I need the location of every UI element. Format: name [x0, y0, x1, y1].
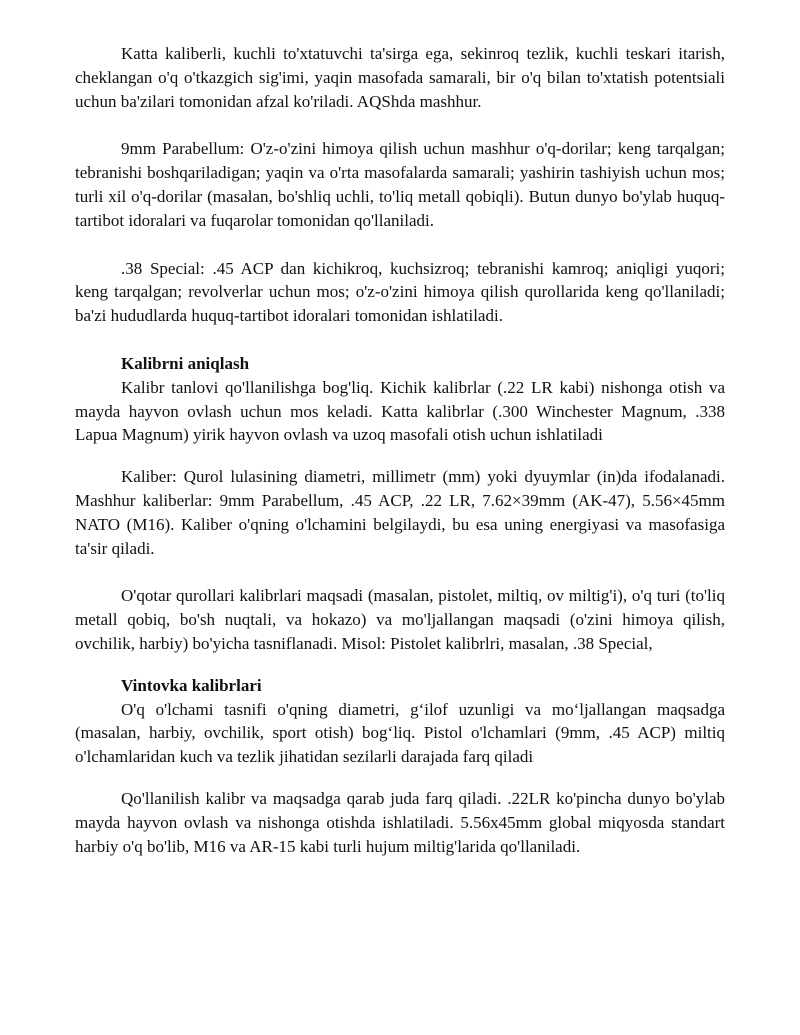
- heading-kalibrni-aniqlash: Kalibrni aniqlash: [121, 353, 250, 373]
- paragraph-kalibr-tanlovi: Kalibr tanlovi qo'llanilishga bog'liq. Kichik kalibrlar (.22 LR kabi) nishonga otish va mayda hayvon ovlash uchun mos keladi. Katta kalibrlar (.300 Winchester Magnum, .338 Lapua Magnum) yirik hayvon ovlash va uzoq masofali otish uchun ishlatiladi: [75, 377, 725, 445]
- paragraph-9mm-parabellum: 9mm Parabellum: O'z-o'zini himoya qilish uchun mashhur o'q-dorilar; keng tarqalgan; tebranishi boshqariladigan; yaqin va o'rta masofalarda samarali; yashirin tashiyish uchun mos; turli xil o'q-dorilar (masalan, bo'shliq uchli, to'liq metall qobiqli). Butun dunyo bo'ylab huquq-tartibot idoralari va fuqarolar tomonidan qo'llaniladi.: [75, 139, 725, 230]
- paragraph-large-caliber: Katta kaliberli, kuchli to'xtatuvchi ta'sirga ega, sekinroq tezlik, kuchli teskari itarish, cheklangan o'q o'tkazgich sig'imi, yaqin masofada samarali, bir o'q bilan to'xtatish potentsiali uchun ba'zilari tomonidan afzal ko'riladi. AQShda mashhur.: [75, 44, 725, 111]
- paragraph-size-classification: O'q o'lchami tasnifi o'qning diametri, g‘ilof uzunligi va mo‘ljallangan maqsadga (masalan, harbiy, ovchilik, sport otish) bog‘liq. Pistol o'lchamlari (9mm, .45 ACP) miltiq o'lchamlaridan kuch va tezlik jihatidan sezilarli darajada farq qiladi: [75, 699, 725, 767]
- heading-vintovka-kalibrlari: Vintovka kalibrlari: [121, 675, 262, 695]
- paragraph-classification: O'qotar qurollari kalibrlari maqsadi (masalan, pistolet, miltiq, ov miltig'i), o'q turi (to'liq metall qobiq, bo'sh nuqtali, va hokazo) va mo'ljallangan maqsadi (o'zini himoya qilish, ovchilik, harbiy) bo'yicha tasniflanadi. Misol: Pistolet kalibrlri, masalan, .38 Special,: [75, 586, 725, 653]
- paragraph-38-special: .38 Special: .45 ACP dan kichikroq, kuchsizroq; tebranishi kamroq; aniqligi yuqori; keng tarqalgan; revolverlar uchun mos; o'z-o'zini himoya qilish qurollarida keng qo'llaniladi; ba'zi hududlarda huquq-tartibot idoralari tomonidan ishlatiladi.: [75, 258, 725, 326]
- paragraph-kaliber-definition: Kaliber: Qurol lulasining diametri, millimetr (mm) yoki dyuymlar (in)da ifodalanadi. Mashhur kaliberlar: 9mm Parabellum, .45 ACP, .22 LR, 7.62×39mm (AK-47), 5.56×45mm NATO (M16). Kaliber o'qning o'lchamini belgilaydi, bu esa uning energiyasi va masofasiga ta'sir qiladi.: [75, 467, 725, 558]
- paragraph-usage: Qo'llanilish kalibr va maqsadga qarab juda farq qiladi. .22LR ko'pincha dunyo bo'ylab mayda hayvon ovlash va nishonga otishda ishlatiladi. 5.56x45mm global miqyosda standart harbiy o'q bo'lib, M16 va AR-15 kabi turli hujum miltig'larida qo'llaniladi.: [75, 788, 725, 856]
